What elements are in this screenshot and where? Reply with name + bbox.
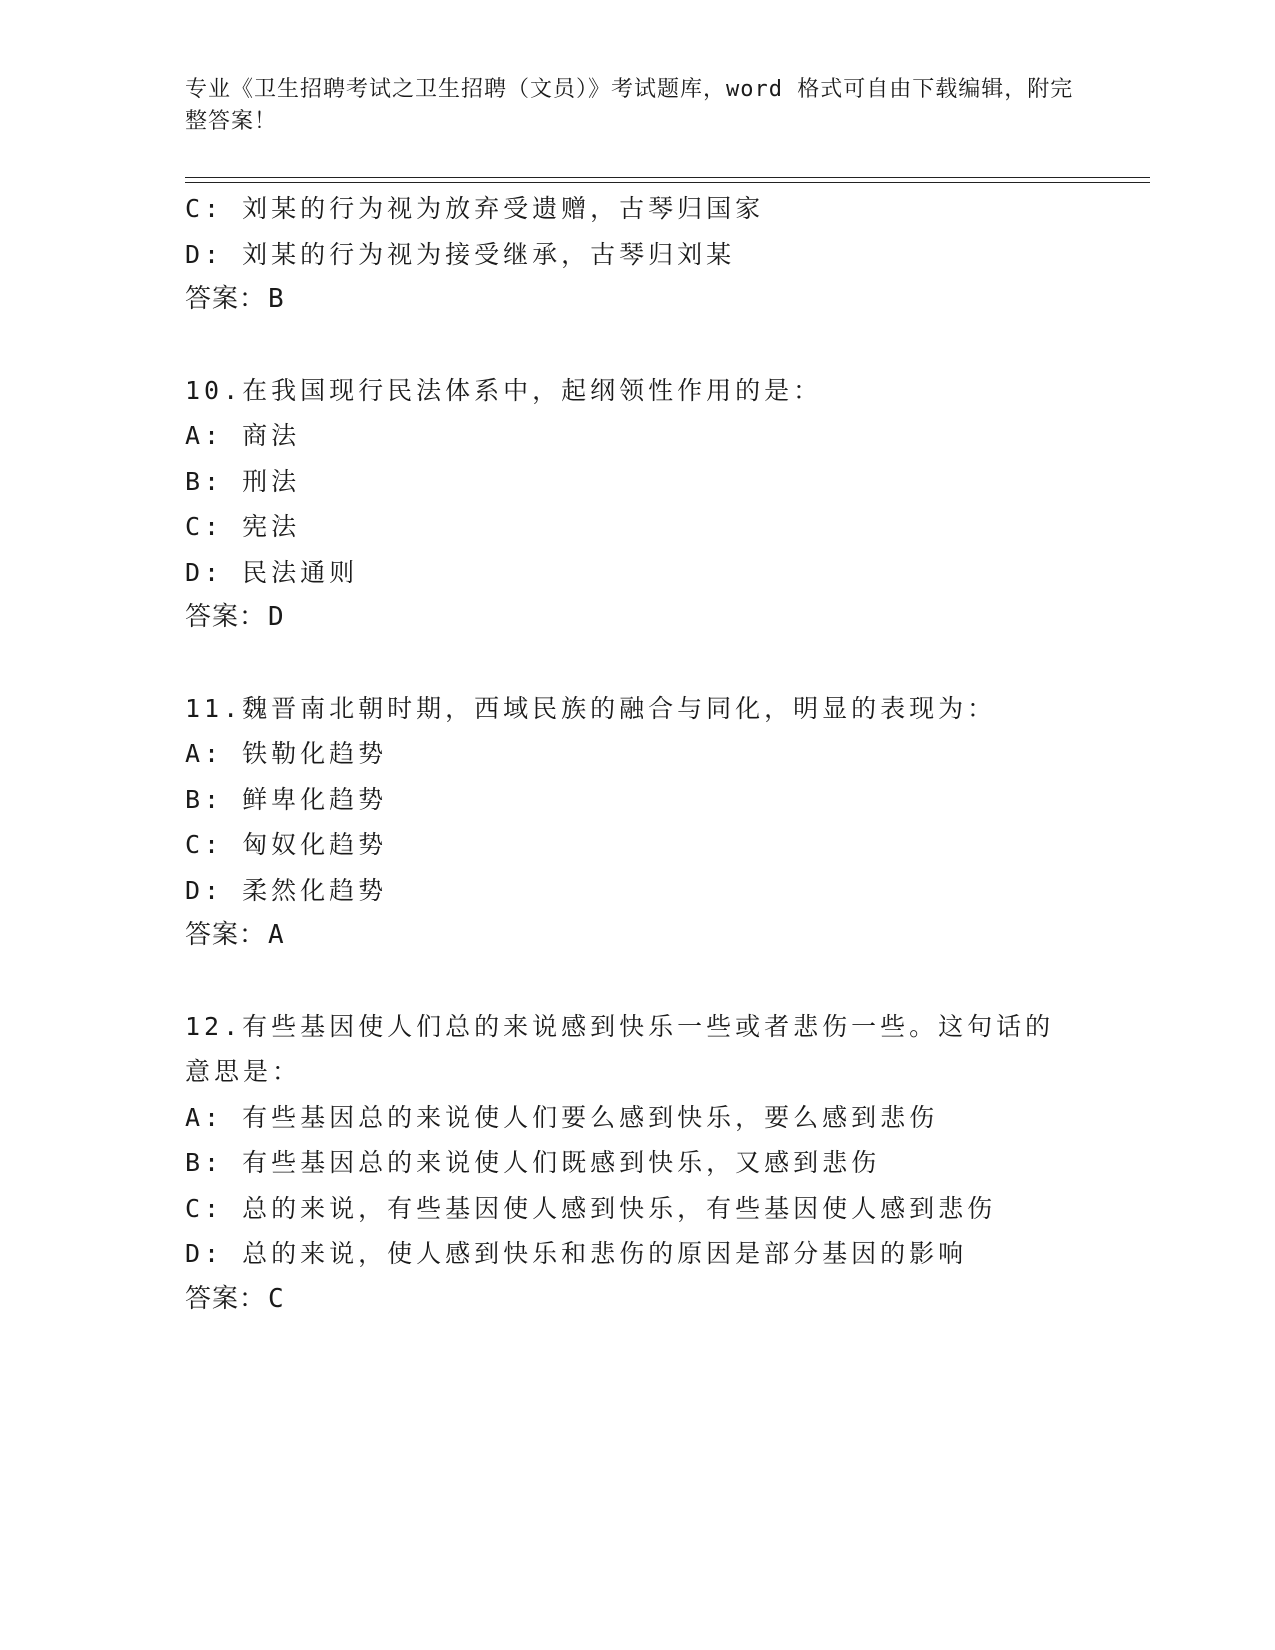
option-letter: B: bbox=[185, 466, 224, 496]
option-letter: D: bbox=[185, 875, 224, 905]
option-text: 总的来说，有些基因使人感到快乐，有些基因使人感到悲伤 bbox=[242, 1193, 997, 1223]
document-body bbox=[185, 186, 1085, 1322]
option-letter: D: bbox=[185, 1239, 224, 1268]
option-text: 刘某的行为视为接受继承，古琴归刘某 bbox=[242, 239, 736, 269]
answer-line bbox=[185, 1277, 1085, 1323]
option-text: 匈奴化趋势 bbox=[242, 830, 388, 859]
carryover-question bbox=[185, 186, 1085, 323]
answer-value: C bbox=[268, 1283, 285, 1314]
option-text: 商法 bbox=[242, 421, 301, 450]
option-letter: C: bbox=[185, 194, 224, 223]
option-text: 铁勒化趋势 bbox=[242, 739, 388, 768]
option-a bbox=[185, 731, 1085, 777]
question-stem: 11.魏晋南北朝时期，西域民族的融合与同化，明显的表现为： bbox=[185, 693, 997, 723]
option-a bbox=[185, 1095, 1085, 1141]
option-text: 刑法 bbox=[242, 466, 301, 496]
option-d bbox=[185, 232, 1085, 278]
option-letter: B: bbox=[185, 1148, 224, 1177]
option-text: 柔然化趋势 bbox=[242, 875, 388, 905]
option-b bbox=[185, 777, 1085, 823]
answer-line bbox=[185, 595, 1085, 641]
answer-value: A bbox=[268, 920, 285, 950]
answer-line bbox=[185, 913, 1085, 959]
option-d bbox=[185, 550, 1085, 596]
option-text: 宪法 bbox=[242, 512, 301, 541]
option-a bbox=[185, 413, 1085, 459]
option-letter: C: bbox=[185, 1193, 224, 1223]
answer-line bbox=[185, 277, 1085, 323]
answer-label: 答案： bbox=[185, 1283, 267, 1314]
option-letter: D: bbox=[185, 239, 224, 269]
answer-value: B bbox=[268, 284, 285, 314]
question-stem: 12.有些基因使人们总的来说感到快乐一些或者悲伤一些。这句话的意思是： bbox=[185, 1011, 1055, 1086]
option-text: 有些基因总的来说使人们既感到快乐，又感到悲伤 bbox=[242, 1148, 881, 1177]
option-letter: C: bbox=[185, 830, 224, 859]
document-header: 专业《卫生招聘考试之卫生招聘（文员）》考试题库，word 格式可自由下载编辑，附完整答案！ bbox=[185, 77, 1074, 134]
answer-label: 答案： bbox=[185, 602, 267, 632]
option-text: 总的来说，使人感到快乐和悲伤的原因是部分基因的影响 bbox=[242, 1239, 968, 1268]
header-double-rule bbox=[185, 177, 1150, 183]
option-c bbox=[185, 504, 1085, 550]
option-c bbox=[185, 822, 1085, 868]
option-letter: A: bbox=[185, 739, 224, 768]
option-text: 民法通则 bbox=[242, 557, 359, 587]
option-c bbox=[185, 1186, 1085, 1232]
option-letter: A: bbox=[185, 421, 224, 450]
answer-label: 答案： bbox=[185, 284, 267, 314]
option-text: 有些基因总的来说使人们要么感到快乐，要么感到悲伤 bbox=[242, 1102, 939, 1132]
option-d bbox=[185, 868, 1085, 914]
option-b bbox=[185, 1140, 1085, 1186]
option-text: 鲜卑化趋势 bbox=[242, 784, 388, 814]
question-12 bbox=[185, 1004, 1085, 1323]
answer-label: 答案： bbox=[185, 920, 267, 950]
question-11 bbox=[185, 686, 1085, 959]
option-letter: C: bbox=[185, 512, 224, 541]
question-10 bbox=[185, 368, 1085, 641]
answer-value: D bbox=[268, 602, 285, 632]
option-letter: A: bbox=[185, 1102, 224, 1132]
option-d bbox=[185, 1231, 1085, 1277]
option-letter: B: bbox=[185, 784, 224, 814]
option-b bbox=[185, 459, 1085, 505]
option-text: 刘某的行为视为放弃受遗赠，古琴归国家 bbox=[242, 194, 765, 223]
question-stem: 10.在我国现行民法体系中，起纲领性作用的是： bbox=[185, 375, 823, 405]
option-letter: D: bbox=[185, 557, 224, 587]
option-c bbox=[185, 186, 1085, 232]
